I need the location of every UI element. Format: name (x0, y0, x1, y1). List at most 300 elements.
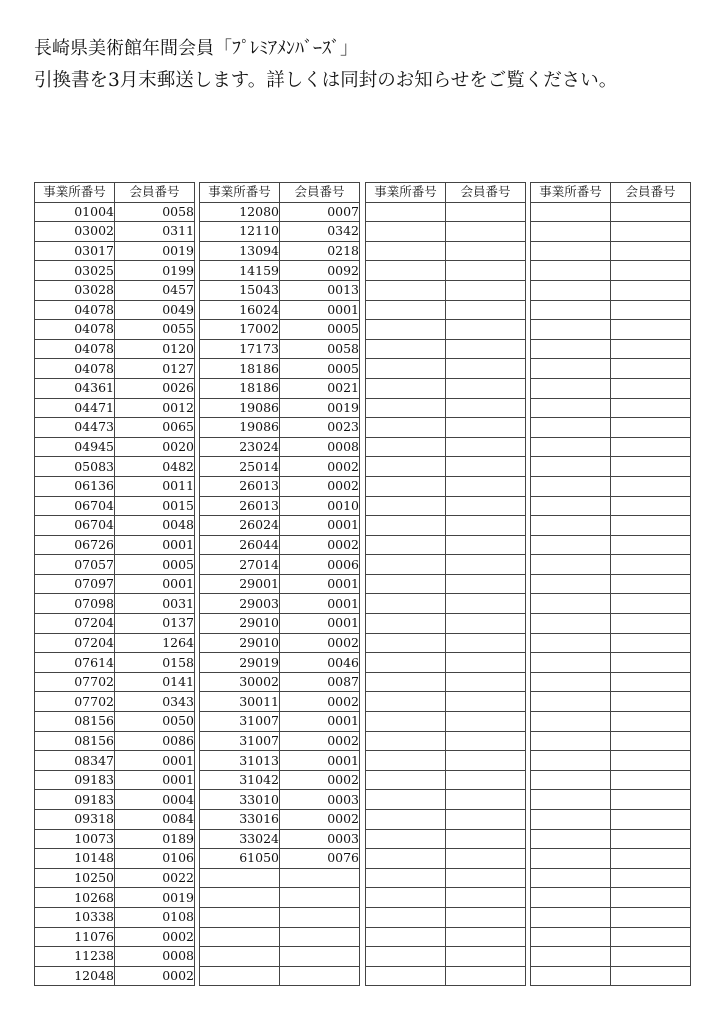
member-number-cell (611, 790, 691, 810)
office-number-cell (366, 398, 446, 418)
table-header-row (35, 183, 195, 203)
office-number-cell: 07614 (35, 653, 115, 673)
member-number-cell (611, 339, 691, 359)
member-number-cell: 0002 (280, 692, 360, 712)
member-number-cell: 0002 (280, 476, 360, 496)
member-number-cell: 0058 (280, 339, 360, 359)
office-number-cell: 61050 (200, 849, 280, 869)
table-row (200, 907, 360, 927)
member-number-cell: 0015 (115, 496, 195, 516)
table-row (366, 320, 526, 340)
office-number-cell (531, 751, 611, 771)
table-row (35, 614, 195, 634)
member-number-cell (611, 496, 691, 516)
table-row (200, 300, 360, 320)
office-number-cell: 04078 (35, 359, 115, 379)
table-row (35, 280, 195, 300)
member-number-cell (446, 241, 526, 261)
member-number-cell (446, 927, 526, 947)
office-number-cell (200, 947, 280, 967)
table-row (366, 574, 526, 594)
office-number-cell (531, 476, 611, 496)
table-row (366, 692, 526, 712)
office-number-cell: 10268 (35, 888, 115, 908)
member-number-cell: 0141 (115, 672, 195, 692)
office-number-cell: 10148 (35, 849, 115, 869)
member-number-cell: 0002 (280, 633, 360, 653)
member-number-cell (611, 378, 691, 398)
member-number-cell (280, 888, 360, 908)
office-number-cell (366, 927, 446, 947)
office-number-cell (366, 966, 446, 986)
office-number-cell (366, 280, 446, 300)
member-number-cell: 0076 (280, 849, 360, 869)
office-number-cell (531, 712, 611, 732)
table-row (366, 633, 526, 653)
table-row (35, 927, 195, 947)
office-number-cell: 16024 (200, 300, 280, 320)
table-row (200, 927, 360, 947)
member-number-cell (446, 790, 526, 810)
member-number-cell (611, 320, 691, 340)
table-row (366, 829, 526, 849)
office-number-cell: 05083 (35, 457, 115, 477)
table-row (35, 633, 195, 653)
office-number-cell (366, 770, 446, 790)
table-row (35, 437, 195, 457)
table-row (366, 300, 526, 320)
member-number-cell (611, 261, 691, 281)
table-row (366, 202, 526, 222)
office-number-cell: 23024 (200, 437, 280, 457)
member-number-cell (611, 614, 691, 634)
office-number-cell: 04078 (35, 339, 115, 359)
table-row (35, 320, 195, 340)
member-number-cell: 0482 (115, 457, 195, 477)
member-number-cell: 0002 (115, 927, 195, 947)
member-number-cell (446, 476, 526, 496)
member-number-cell: 0058 (115, 202, 195, 222)
office-number-cell (366, 712, 446, 732)
member-number-cell (611, 633, 691, 653)
office-number-cell (531, 770, 611, 790)
member-number-cell (446, 555, 526, 575)
table-row (531, 280, 691, 300)
table-row (35, 653, 195, 673)
member-number-cell: 0006 (280, 555, 360, 575)
member-table-1 (34, 182, 195, 986)
table-row (200, 672, 360, 692)
member-number-cell: 0001 (115, 574, 195, 594)
office-number-cell: 31013 (200, 751, 280, 771)
office-number-cell: 03017 (35, 241, 115, 261)
member-table-2 (199, 182, 360, 986)
member-number-cell (611, 947, 691, 967)
office-number-cell: 07057 (35, 555, 115, 575)
table-row (200, 966, 360, 986)
office-number-cell: 26044 (200, 535, 280, 555)
table-row (366, 868, 526, 888)
member-number-cell (611, 849, 691, 869)
office-number-cell: 01004 (35, 202, 115, 222)
member-number-cell: 0002 (280, 731, 360, 751)
member-number-cell (446, 810, 526, 830)
member-number-cell: 0137 (115, 614, 195, 634)
office-number-cell (531, 378, 611, 398)
table-row (200, 202, 360, 222)
office-number-cell (531, 829, 611, 849)
table-row (366, 359, 526, 379)
table-row (531, 359, 691, 379)
table-row (531, 868, 691, 888)
office-number-cell (531, 280, 611, 300)
member-number-cell: 0158 (115, 653, 195, 673)
table-row (531, 810, 691, 830)
office-number-cell: 18186 (200, 359, 280, 379)
member-number-cell (446, 359, 526, 379)
table-row (35, 418, 195, 438)
member-number-cell (280, 868, 360, 888)
office-number-cell: 03025 (35, 261, 115, 281)
member-number-cell: 0031 (115, 594, 195, 614)
member-number-cell: 0342 (280, 222, 360, 242)
member-number-cell (446, 300, 526, 320)
member-number-cell: 0002 (280, 810, 360, 830)
member-number-cell (611, 359, 691, 379)
table-row (200, 790, 360, 810)
member-number-cell (611, 300, 691, 320)
office-number-cell: 17173 (200, 339, 280, 359)
table-row (35, 907, 195, 927)
office-number-cell (531, 300, 611, 320)
member-number-cell (446, 222, 526, 242)
office-number-cell: 08156 (35, 712, 115, 732)
table-row (366, 966, 526, 986)
table-row (366, 457, 526, 477)
member-number-cell: 0021 (280, 378, 360, 398)
table-row (200, 261, 360, 281)
table-row (531, 222, 691, 242)
office-number-cell: 19086 (200, 418, 280, 438)
member-number-cell (446, 261, 526, 281)
member-number-cell: 0003 (280, 790, 360, 810)
office-number-cell (366, 614, 446, 634)
table-row (35, 202, 195, 222)
member-number-cell: 0019 (280, 398, 360, 418)
member-number-cell (446, 692, 526, 712)
office-number-cell (366, 731, 446, 751)
office-number-cell: 26013 (200, 496, 280, 516)
office-number-cell: 27014 (200, 555, 280, 575)
member-number-cell: 0127 (115, 359, 195, 379)
table-row (35, 555, 195, 575)
member-number-header: 会員番号 (611, 183, 691, 203)
office-number-cell (531, 810, 611, 830)
member-number-cell (446, 339, 526, 359)
member-number-cell: 0055 (115, 320, 195, 340)
member-number-cell (280, 907, 360, 927)
office-number-cell: 33016 (200, 810, 280, 830)
table-row (531, 888, 691, 908)
table-row (200, 653, 360, 673)
member-number-cell (446, 672, 526, 692)
table-row (531, 320, 691, 340)
member-number-cell: 0023 (280, 418, 360, 438)
office-number-cell (366, 947, 446, 967)
member-number-cell (611, 476, 691, 496)
member-number-cell (446, 868, 526, 888)
table-row (531, 829, 691, 849)
office-number-cell (366, 868, 446, 888)
member-number-cell: 0026 (115, 378, 195, 398)
office-number-cell (531, 398, 611, 418)
office-number-cell: 09183 (35, 770, 115, 790)
office-number-header: 事業所番号 (35, 183, 115, 203)
member-number-cell (446, 280, 526, 300)
table-row (531, 633, 691, 653)
office-number-cell: 11076 (35, 927, 115, 947)
office-number-cell: 26013 (200, 476, 280, 496)
member-number-cell (611, 653, 691, 673)
table-row (366, 222, 526, 242)
member-number-cell: 0001 (280, 574, 360, 594)
office-number-cell (531, 731, 611, 751)
office-number-cell (366, 261, 446, 281)
table-row (366, 418, 526, 438)
table-row (366, 927, 526, 947)
table-row (531, 300, 691, 320)
member-number-cell (611, 241, 691, 261)
table-row (35, 261, 195, 281)
member-number-cell: 0050 (115, 712, 195, 732)
office-number-cell: 29019 (200, 653, 280, 673)
table-row (366, 594, 526, 614)
table-row (531, 712, 691, 732)
office-number-cell: 08156 (35, 731, 115, 751)
member-number-cell: 0001 (280, 516, 360, 536)
office-number-cell: 09318 (35, 810, 115, 830)
member-number-header: 会員番号 (115, 183, 195, 203)
office-number-cell (531, 790, 611, 810)
table-row (200, 810, 360, 830)
table-row (200, 437, 360, 457)
table-row (200, 849, 360, 869)
table-row (200, 476, 360, 496)
office-number-cell (531, 574, 611, 594)
table-row (366, 790, 526, 810)
office-number-cell (200, 907, 280, 927)
member-number-cell (611, 516, 691, 536)
office-number-header: 事業所番号 (531, 183, 611, 203)
table-row (366, 339, 526, 359)
table-row (531, 770, 691, 790)
table-row (200, 555, 360, 575)
table-row (531, 339, 691, 359)
member-number-cell: 0065 (115, 418, 195, 438)
member-number-cell: 0013 (280, 280, 360, 300)
office-number-cell: 13094 (200, 241, 280, 261)
table-row (200, 574, 360, 594)
office-number-cell (200, 927, 280, 947)
table-row (531, 496, 691, 516)
member-number-cell: 0087 (280, 672, 360, 692)
member-number-cell (446, 829, 526, 849)
office-number-cell: 11238 (35, 947, 115, 967)
table-row (366, 731, 526, 751)
office-number-cell (531, 653, 611, 673)
office-number-cell (531, 594, 611, 614)
member-number-cell: 0019 (115, 888, 195, 908)
member-number-cell: 0218 (280, 241, 360, 261)
office-number-cell: 07204 (35, 614, 115, 634)
office-number-cell (366, 359, 446, 379)
member-number-cell: 0189 (115, 829, 195, 849)
office-number-cell (366, 339, 446, 359)
member-number-cell: 1264 (115, 633, 195, 653)
table-row (531, 535, 691, 555)
member-number-cell (611, 535, 691, 555)
office-number-cell (366, 594, 446, 614)
member-number-cell: 0343 (115, 692, 195, 712)
member-number-cell (446, 907, 526, 927)
office-number-cell (366, 320, 446, 340)
table-row (200, 614, 360, 634)
member-number-cell (611, 672, 691, 692)
member-number-cell (446, 457, 526, 477)
member-number-cell (446, 712, 526, 732)
table-row (35, 829, 195, 849)
office-number-cell (531, 692, 611, 712)
member-number-cell (446, 535, 526, 555)
member-number-cell (611, 202, 691, 222)
office-number-cell (366, 496, 446, 516)
member-number-cell (611, 712, 691, 732)
member-number-cell: 0086 (115, 731, 195, 751)
table-row (366, 555, 526, 575)
member-number-cell (446, 496, 526, 516)
table-row (35, 300, 195, 320)
table-row (531, 555, 691, 575)
office-number-cell (531, 222, 611, 242)
member-number-cell: 0003 (280, 829, 360, 849)
office-number-cell (531, 614, 611, 634)
office-number-cell: 04361 (35, 378, 115, 398)
member-number-cell (611, 907, 691, 927)
table-row (200, 888, 360, 908)
office-number-cell (366, 849, 446, 869)
office-number-cell (531, 849, 611, 869)
table-row (35, 888, 195, 908)
office-number-cell: 06136 (35, 476, 115, 496)
table-row (531, 790, 691, 810)
table-row (35, 751, 195, 771)
table-row (531, 418, 691, 438)
office-number-cell: 06704 (35, 496, 115, 516)
member-number-cell: 0011 (115, 476, 195, 496)
member-number-cell (611, 927, 691, 947)
office-number-cell (531, 202, 611, 222)
table-row (531, 849, 691, 869)
table-row (531, 202, 691, 222)
office-number-cell: 04471 (35, 398, 115, 418)
office-number-cell (531, 261, 611, 281)
office-number-cell: 10073 (35, 829, 115, 849)
member-number-cell (611, 731, 691, 751)
member-number-cell: 0046 (280, 653, 360, 673)
office-number-cell: 19086 (200, 398, 280, 418)
member-number-cell: 0002 (280, 457, 360, 477)
table-row (200, 378, 360, 398)
office-number-cell: 25014 (200, 457, 280, 477)
table-row (35, 966, 195, 986)
table-row (35, 790, 195, 810)
table-row (200, 731, 360, 751)
office-number-cell: 09183 (35, 790, 115, 810)
table-row (200, 320, 360, 340)
office-number-cell (531, 437, 611, 457)
office-number-header: 事業所番号 (200, 183, 280, 203)
office-number-cell (366, 516, 446, 536)
table-row (531, 614, 691, 634)
member-number-cell (446, 653, 526, 673)
table-row (531, 261, 691, 281)
member-number-header: 会員番号 (446, 183, 526, 203)
member-number-cell: 0001 (115, 770, 195, 790)
member-number-cell: 0048 (115, 516, 195, 536)
table-row (366, 907, 526, 927)
office-number-cell: 30002 (200, 672, 280, 692)
office-number-cell: 18186 (200, 378, 280, 398)
office-number-cell (531, 927, 611, 947)
office-number-cell: 31042 (200, 770, 280, 790)
member-number-cell: 0002 (280, 535, 360, 555)
office-number-header: 事業所番号 (366, 183, 446, 203)
table-row (531, 457, 691, 477)
member-number-cell (446, 574, 526, 594)
member-table-3 (365, 182, 526, 986)
table-row (366, 241, 526, 261)
table-row (366, 770, 526, 790)
member-number-cell: 0008 (280, 437, 360, 457)
office-number-cell (200, 868, 280, 888)
office-number-cell (531, 868, 611, 888)
table-row (531, 574, 691, 594)
table-row (366, 280, 526, 300)
table-row (366, 888, 526, 908)
member-number-cell (611, 555, 691, 575)
table-row (531, 907, 691, 927)
office-number-cell: 04078 (35, 300, 115, 320)
member-number-cell (611, 751, 691, 771)
office-number-cell (366, 672, 446, 692)
office-number-cell (531, 496, 611, 516)
office-number-cell (531, 888, 611, 908)
table-row (531, 751, 691, 771)
member-number-cell: 0019 (115, 241, 195, 261)
table-row (531, 398, 691, 418)
table-row (531, 692, 691, 712)
member-number-cell: 0002 (280, 770, 360, 790)
table-row (200, 241, 360, 261)
page-subtitle: 引換書を3月末郵送します。詳しくは同封のお知らせをご覧ください。 (34, 70, 618, 91)
member-number-cell (611, 810, 691, 830)
office-number-cell (531, 339, 611, 359)
office-number-cell (531, 555, 611, 575)
table-row (35, 222, 195, 242)
member-number-cell (446, 614, 526, 634)
member-number-cell (611, 829, 691, 849)
table-row (200, 222, 360, 242)
